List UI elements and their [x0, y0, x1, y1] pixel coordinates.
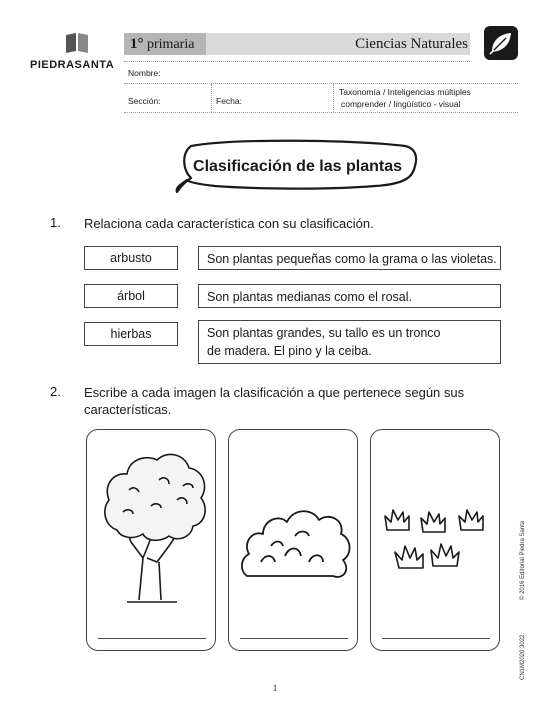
brand-name: PIEDRASANTA [30, 59, 115, 71]
leaf-icon [484, 26, 518, 60]
term-box: arbusto [84, 246, 178, 270]
term-box: hierbas [84, 322, 178, 346]
grass-illustration [371, 430, 501, 652]
taxonomy-label: Taxonomía / Inteligencias múltiples [339, 87, 471, 97]
subject-title: Ciencias Naturales [355, 36, 468, 52]
copyright-credit: © 2016 Editorial Piedra Santa [520, 520, 526, 600]
page-number: 1 [272, 683, 278, 693]
description-line: de madera. El pino y la ceiba. [207, 344, 372, 358]
header-separator [333, 84, 334, 112]
description-line: Son plantas medianas como el rosal. [207, 290, 412, 304]
worksheet-title: Clasificación de las plantas [193, 158, 402, 175]
question-2-number: 2. [50, 384, 61, 399]
description-line: Son plantas pequeñas como la grama o las violetas. [207, 252, 497, 266]
header-divider [124, 61, 470, 62]
term-box: árbol [84, 284, 178, 308]
image-card-tree [86, 429, 216, 651]
header-divider [124, 83, 518, 84]
date-label: Fecha: [216, 96, 242, 106]
book-icon [64, 32, 90, 54]
header-divider [124, 112, 518, 113]
question-2-line: Escribe a cada imagen la clasificación a que pertenece según sus [84, 385, 465, 400]
answer-line[interactable] [240, 638, 348, 639]
product-code: CN1M2020 3022. [520, 632, 526, 680]
image-card-bush [228, 429, 358, 651]
question-2-text [84, 384, 464, 418]
header-separator [211, 84, 212, 112]
description-line: Son plantas grandes, su tallo es un tronco [207, 326, 441, 340]
answer-line[interactable] [382, 638, 490, 639]
grade-label [130, 36, 194, 53]
grade-number: 1° [130, 36, 144, 52]
tree-illustration [87, 430, 217, 652]
bush-illustration [229, 430, 359, 652]
answer-line[interactable] [98, 638, 206, 639]
publisher-logo [30, 32, 122, 72]
taxonomy-detail: comprender / lingüístico - visual [341, 99, 461, 109]
section-label: Sección: [128, 96, 161, 106]
question-1-text: Relaciona cada característica con su clasificación. [84, 216, 374, 231]
description-box [198, 246, 501, 270]
image-card-grass [370, 429, 500, 651]
description-box [198, 320, 501, 364]
question-1-number: 1. [50, 215, 61, 230]
question-2-line: características. [84, 402, 172, 417]
grade-word: primaria [147, 37, 195, 52]
name-label: Nombre: [128, 68, 161, 78]
description-box [198, 284, 501, 308]
